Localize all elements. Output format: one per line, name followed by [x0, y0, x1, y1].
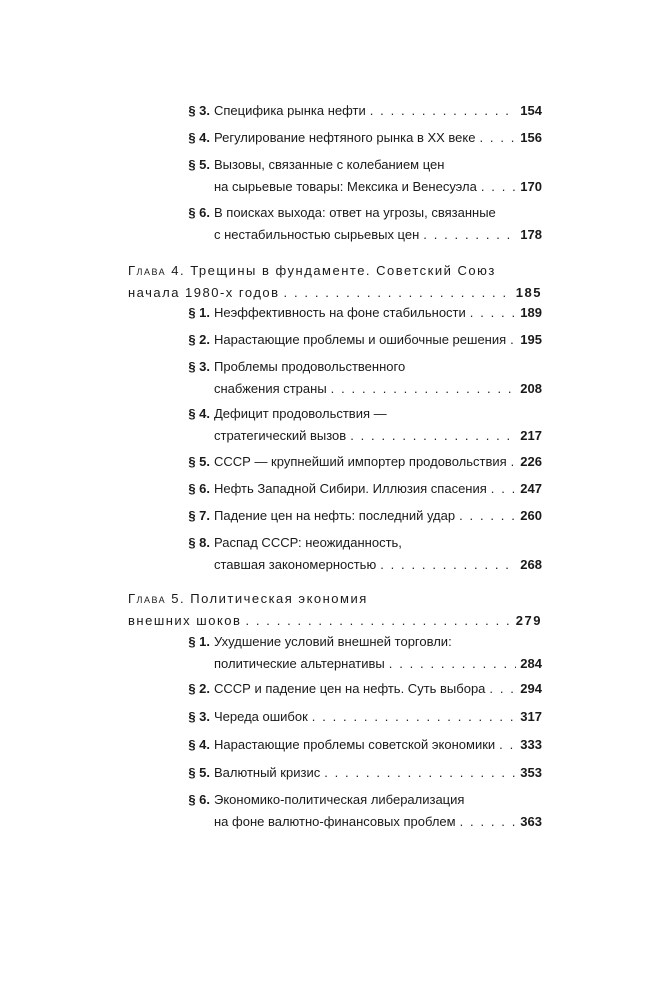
section-title: СССР и падение цен на нефть. Суть выбора: [214, 681, 486, 696]
toc-entry: [170, 505, 542, 527]
section-number: § 6.: [188, 792, 210, 807]
page-number: 363: [520, 814, 542, 829]
toc-entry: [170, 706, 542, 728]
section-title: Падение цен на нефть: последний удар: [214, 508, 456, 523]
dot-leader: [460, 811, 517, 833]
toc-entry: [170, 329, 542, 351]
section-title-cont: политические альтернативы: [214, 656, 385, 671]
page-number: 284: [520, 656, 542, 671]
chapter-5-entry: [128, 588, 542, 632]
page-number: 208: [520, 381, 542, 396]
page-number: 195: [520, 332, 542, 347]
section-title: Экономико-политическая либерализация: [214, 792, 465, 807]
section-number: § 4.: [188, 130, 210, 145]
dot-leader: [459, 505, 516, 527]
toc-entry: [170, 202, 542, 246]
section-title-cont: на фоне валютно-финансовых проблем: [214, 814, 456, 829]
page-number: 333: [520, 737, 542, 752]
toc-entry: [170, 631, 542, 675]
page-number: 268: [520, 557, 542, 572]
dot-leader: [312, 706, 517, 728]
page-number: 154: [520, 103, 542, 118]
section-title: Ухудшение условий внешней торговли:: [214, 634, 452, 649]
page-number: 170: [520, 179, 542, 194]
chapter-title-cont: внешних шоков: [128, 613, 242, 628]
dot-leader: [481, 176, 516, 198]
dot-leader: [479, 127, 516, 149]
toc-entry: [170, 356, 542, 400]
chapter-label: Глава 4: [128, 263, 180, 278]
page-number: 247: [520, 481, 542, 496]
dot-leader: [499, 734, 516, 756]
section-number: § 3.: [188, 709, 210, 724]
toc-entry: [170, 789, 542, 833]
dot-leader: [470, 302, 517, 324]
dot-leader: [331, 378, 517, 400]
page-number: 353: [520, 765, 542, 780]
section-title-cont: с нестабильностью сырьевых цен: [214, 227, 420, 242]
dot-leader: [380, 554, 516, 576]
section-number: § 7.: [188, 508, 210, 523]
toc-entry: [170, 100, 542, 122]
section-number: § 4.: [188, 406, 210, 421]
toc-entry: [170, 734, 542, 756]
section-title: Нарастающие проблемы и ошибочные решения: [214, 332, 507, 347]
section-number: § 2.: [188, 332, 210, 347]
section-title: Нарастающие проблемы советской экономики: [214, 737, 496, 752]
section-number: § 6.: [188, 481, 210, 496]
toc-entry: [170, 762, 542, 784]
page-number: 185: [515, 285, 542, 300]
section-title: Специфика рынка нефти: [214, 103, 366, 118]
page-number: 189: [520, 305, 542, 320]
chapter-title: . Политическая экономия: [180, 591, 368, 606]
section-number: § 6.: [188, 205, 210, 220]
page-number: 260: [520, 508, 542, 523]
chapter-4-entry: [128, 260, 542, 304]
page-number: 279: [515, 613, 542, 628]
section-title: Нефть Западной Сибири. Иллюзия спасения: [214, 481, 487, 496]
toc-entry: [170, 478, 542, 500]
toc-entry: [170, 403, 542, 447]
section-number: § 4.: [188, 737, 210, 752]
dot-leader: [370, 100, 517, 122]
section-number: § 3.: [188, 103, 210, 118]
dot-leader: [350, 425, 516, 447]
toc-entry: [170, 678, 542, 700]
dot-leader: [245, 610, 511, 632]
section-title: Вызовы, связанные с колебанием цен: [214, 157, 445, 172]
section-number: § 1.: [188, 634, 210, 649]
section-title: Неэффективность на фоне стабильности: [214, 305, 466, 320]
section-number: § 8.: [188, 535, 210, 550]
section-number: § 5.: [188, 765, 210, 780]
toc-entry: [170, 451, 542, 473]
dot-leader: [423, 224, 516, 246]
dot-leader: [511, 451, 517, 473]
dot-leader: [510, 329, 516, 351]
section-number: § 3.: [188, 359, 210, 374]
section-title: Проблемы продовольственного: [214, 359, 406, 374]
section-title-cont: на сырьевые товары: Мексика и Венесуэла: [214, 179, 477, 194]
page-number: 156: [520, 130, 542, 145]
section-number: § 2.: [188, 681, 210, 696]
section-number: § 5.: [188, 454, 210, 469]
section-number: § 1.: [188, 305, 210, 320]
section-title: Дефицит продовольствия —: [214, 406, 387, 421]
page-number: 294: [520, 681, 542, 696]
section-number: § 5.: [188, 157, 210, 172]
dot-leader: [284, 282, 512, 304]
page-number: 317: [520, 709, 542, 724]
section-title: СССР — крупнейший импортер продовольствия: [214, 454, 507, 469]
section-title: В поисках выхода: ответ на угрозы, связанные: [214, 205, 496, 220]
toc-entry: [170, 302, 542, 324]
section-title: Череда ошибок: [214, 709, 308, 724]
page-number: 217: [520, 428, 542, 443]
dot-leader: [489, 678, 516, 700]
section-title: Распад СССР: неожиданность,: [214, 535, 402, 550]
chapter-title-cont: начала 1980-х годов: [128, 285, 280, 300]
chapter-title: . Трещины в фундаменте. Советский Союз: [180, 263, 496, 278]
toc-entry: [170, 532, 542, 576]
section-title-cont: стратегический вызов: [214, 428, 347, 443]
section-title: Валютный кризис: [214, 765, 321, 780]
toc-entry: [170, 127, 542, 149]
toc-entry: [170, 154, 542, 198]
dot-leader: [324, 762, 516, 784]
page-number: 178: [520, 227, 542, 242]
dot-leader: [389, 653, 517, 675]
section-title-cont: снабжения страны: [214, 381, 327, 396]
section-title-cont: ставшая закономерностью: [214, 557, 377, 572]
dot-leader: [491, 478, 517, 500]
page-number: 226: [520, 454, 542, 469]
chapter-label: Глава 5: [128, 591, 180, 606]
section-title: Регулирование нефтяного рынка в XX веке: [214, 130, 476, 145]
